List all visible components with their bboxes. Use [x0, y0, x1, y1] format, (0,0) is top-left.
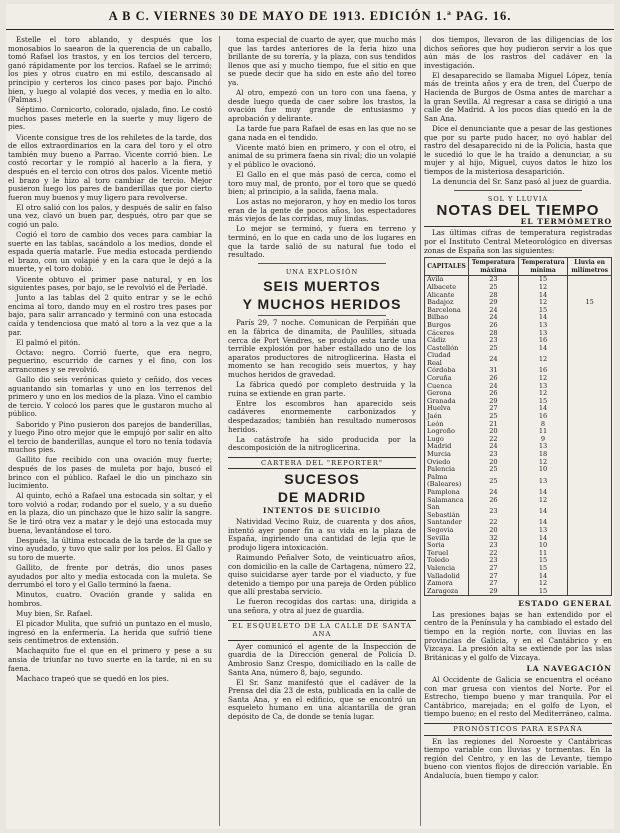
article-paragraph: Junto a las tablas del 2 quito entrar y se le echó encima al toro, dando muy en el rostro tres pases por bajo, para salir arrancado y terminó con una estocada caída y tendenciosa que mató al toro a la vez que a la par. [8, 293, 212, 337]
table-cell: 24 [469, 383, 519, 391]
table-cell: 31 [469, 367, 519, 375]
table-cell: Soria [425, 542, 469, 550]
newspaper-page [6, 4, 614, 829]
table-cell: Lugo [425, 436, 469, 444]
table-cell [568, 573, 612, 581]
table-cell: 16 [518, 367, 568, 375]
table-cell [568, 413, 612, 421]
sucesos-headline-1: SUCESOS [284, 471, 360, 488]
table-row [425, 527, 612, 535]
table-cell [568, 337, 612, 345]
table-cell: 29 [469, 398, 519, 406]
table-cell [568, 307, 612, 315]
table-cell: 14 [518, 504, 568, 519]
table-cell: Zaragoza [425, 588, 469, 596]
table-cell [568, 527, 612, 535]
article-paragraph: Entre los escombros han aparecido seis cadáveres enormemente carbonizados y despedazados; también han resultado numerosos heridos. [228, 398, 416, 434]
table-cell: 12 [518, 352, 568, 367]
table-cell: Cáceres [425, 330, 469, 338]
table-cell [568, 405, 612, 413]
table-row [425, 330, 612, 338]
table-cell [568, 443, 612, 451]
table-cell [568, 474, 612, 489]
table-cell: 23 [469, 337, 519, 345]
table-cell: Jaén [425, 413, 469, 421]
table-cell [568, 398, 612, 406]
sucesos-article [228, 518, 416, 616]
table-cell: 21 [469, 421, 519, 429]
table-cell: 9 [518, 436, 568, 444]
article-paragraph: Gallito fue recibido con una ovación muy fuerte; después de los pases de muleta por bajo, buscó el brinco con el público. Rafael le dio un pinchazo sin lucimiento. [8, 455, 212, 491]
article-paragraph: El picador Mulita, que sufrió un puntazo en el muslo, ingresó en la enfermería. La herida que sufrió tiene seis centímetros de extensión. [8, 619, 212, 646]
notas-kicker: SOL Y LLUVIA [487, 194, 549, 203]
article-paragraph: El Gallo en el que más pasó de cerca, como el toro muy mal, de pronto, por el toro que se quedó bien; al principio, a la salida, faena mala. [228, 169, 416, 197]
table-cell [568, 421, 612, 429]
table-cell: 24 [469, 314, 519, 322]
table-cell: 29 [469, 299, 519, 307]
table-row [425, 345, 612, 353]
table-cell: 25 [469, 466, 519, 474]
table-cell [568, 550, 612, 558]
article-paragraph: dos tiempos, llevaron de las diligencias de los dichos señores que hoy pudieron servir a los que aún más de los rastros del cadáver en la investigación. [424, 36, 612, 70]
table-cell: Castellón [425, 345, 469, 353]
article-paragraph: El palmó el pitón. [16, 337, 81, 347]
table-cell: Huelva [425, 405, 469, 413]
table-cell: 12 [518, 580, 568, 588]
section-separator [258, 315, 386, 316]
table-cell: 27 [469, 580, 519, 588]
column-divider [219, 36, 220, 826]
article-paragraph: Machaquito fue el que en el primero y pese a su ansia de triunfar no tuvo suerte en la tarde, ni en su faena. [8, 646, 212, 673]
table-cell: Badajoz [425, 299, 469, 307]
table-cell: León [425, 421, 469, 429]
navegacion-text: Al Occidente de Galicia se encuentra el océano con mar gruesa con vientos del Norte. Por el Estrecho, tiempo bueno y mar tranquila. Por el Cantábrico, marejada; en el golfo de Lyon, el tiempo bueno; en el resto del Mediterráneo, calma. [424, 675, 612, 719]
col2-top-text [228, 36, 416, 260]
table-cell: 15 [518, 588, 568, 596]
table-cell: 20 [469, 459, 519, 467]
navegacion-head: LA NAVEGACIÓN [526, 664, 612, 674]
article-paragraph: Muy bien, Sr. Rafael. [16, 609, 93, 618]
table-cell: 20 [469, 527, 519, 535]
table-cell: 25 [469, 345, 519, 353]
article-paragraph: Machaco trapeó que se quedó en los pies. [16, 673, 169, 683]
table-cell: Gerona [425, 390, 469, 398]
column-weather [424, 36, 612, 824]
explosion-article [228, 319, 416, 452]
table-cell: 23 [469, 504, 519, 519]
table-cell: 8 [518, 421, 568, 429]
article-paragraph: Le fueron recogidas dos cartas: una, dirigida a una señora, y otra al juez de guardia. [228, 597, 416, 615]
pronosticos-head: PRONÓSTICOS PARA ESPAÑA [424, 723, 612, 736]
table-cell: 10 [518, 466, 568, 474]
table-cell: 24 [469, 307, 519, 315]
table-cell [568, 489, 612, 497]
table-cell: 26 [469, 375, 519, 383]
table-cell: San Sebastián [425, 504, 469, 519]
table-cell [568, 314, 612, 322]
table-cell [568, 322, 612, 330]
estado-head: ESTADO GENERAL [518, 599, 612, 609]
table-cell: Murcia [425, 451, 469, 459]
table-cell: 23 [469, 451, 519, 459]
table-cell: 11 [518, 428, 568, 436]
table-cell: 22 [469, 550, 519, 558]
table-cell: 25 [469, 284, 519, 292]
temperature-table [424, 257, 612, 596]
table-cell: Salamanca [425, 497, 469, 505]
table-cell: Oviedo [425, 459, 469, 467]
table-cell: 12 [518, 284, 568, 292]
table-cell [568, 451, 612, 459]
explosion-headline-1: SEIS MUERTOS [263, 278, 381, 295]
table-row [425, 314, 612, 322]
article-paragraph: El Sr. Sanz manifestó que el cadáver de la Prensa del día 23 de esta, publicada en la calle de Santa Ana, y en el edificio, que se encontró un esqueleto humano en una alcantarilla de gran depósito de Ca, de donde se tenía lugar. [228, 677, 416, 721]
table-cell: Teruel [425, 550, 469, 558]
table-row [425, 352, 612, 367]
table-row [425, 466, 612, 474]
table-cell: 13 [518, 330, 568, 338]
article-paragraph: toma especial de cuarto de ayer, que mucho más que las tardes anteriores de la feria hizo una brillante de su torería, y la plaza, con sus tendidos llenos que así y mucho tiempo, fue el sitio en que se puede decir que ha sido en este año del toreo ya. [228, 36, 416, 87]
table-row [425, 443, 612, 451]
article-paragraph: La tarde fue para Rafael de esas en las que no se gana nada en el tendido. [228, 123, 416, 142]
table-row [425, 413, 612, 421]
table-cell: Palma (Baleares) [425, 474, 469, 489]
article-paragraph: Séptimo. Cornicorto, colorado, ojalado, fino. Le costó muchos pases meterle en la suerte y muy ligero de pies. [8, 105, 212, 132]
masthead-rule [6, 29, 614, 30]
table-cell: 14 [518, 345, 568, 353]
table-cell: Pamplona [425, 489, 469, 497]
table-row [425, 535, 612, 543]
table-cell [568, 535, 612, 543]
table-cell [568, 504, 612, 519]
table-cell: Logroño [425, 428, 469, 436]
table-cell: Valladolid [425, 573, 469, 581]
table-cell: 15 [568, 299, 612, 307]
article-paragraph: Raimundo Peñalver Soto, de veinticuatro años, con domicilio en la calle de Cartagena, número 22, quiso suicidarse ayer tarde por el viaducto, y fue detenido a tiempo por una pareja de Orden público que allí prestaba servicio. [228, 552, 416, 597]
table-cell [568, 375, 612, 383]
table-row [425, 375, 612, 383]
table-row [425, 588, 612, 596]
sucesos-kicker: CARTERA DEL "REPORTER" [228, 457, 416, 470]
article-paragraph: Vicente mató bien en primero, y con el otro, el animal de su primera faena sin rival; dio un volapié y el público le ovacionó. [228, 142, 416, 169]
table-cell [568, 276, 612, 284]
table-cell: 10 [518, 542, 568, 550]
table-header-cell: Temperatura máxima [469, 258, 519, 276]
table-row [425, 497, 612, 505]
sucesos-headline-2: DE MADRID [277, 489, 367, 506]
table-cell: 23 [469, 557, 519, 565]
column-news [228, 36, 416, 824]
table-cell [568, 580, 612, 588]
table-cell: 13 [518, 527, 568, 535]
table-cell: Bilbao [425, 314, 469, 322]
table-cell [568, 436, 612, 444]
table-cell: 18 [518, 451, 568, 459]
table-cell: Córdoba [425, 367, 469, 375]
table-cell [568, 352, 612, 367]
table-row [425, 428, 612, 436]
termometro-intro: Las últimas cifras de temperatura registradas por el Instituto Central Meteorológico en diversas zonas de España son las siguientes: [424, 228, 612, 255]
table-cell: Burgos [425, 322, 469, 330]
table-cell: Santander [425, 519, 469, 527]
col3-top-text [424, 36, 612, 187]
table-cell: Valencia [425, 565, 469, 573]
table-cell: 26 [469, 497, 519, 505]
page-masthead: A B C. VIERNES 30 DE MAYO DE 1913. EDICIÓN 1.ª PAG. 16. [108, 9, 512, 23]
article-paragraph: Minutos, cuatro. Ovación grande y salida en hombros. [8, 590, 212, 608]
table-cell: 28 [469, 292, 519, 300]
table-cell: 14 [518, 573, 568, 581]
table-cell: Sevilla [425, 535, 469, 543]
article-paragraph: La catástrofe ha sido producida por la descomposición de la nitroglicerina. [228, 434, 416, 453]
article-paragraph: El otro salió con los palos, y después de salir en falso una vez, clavó un buen par, después, otro par que se cogió un palo. [8, 202, 212, 229]
table-cell: 26 [469, 322, 519, 330]
article-paragraph: Dice el denunciante que a pesar de las gestiones que por su parte pudo hacer, no oyó hablar del rastro del desaparecido ni de la Policía, hasta que le sucedió lo que le ha traído a denunciar, a su mujer y al hijo, Miguel, cuyos datos le hizo los tiempos de la misteriosa desaparición. [424, 123, 612, 176]
table-cell: Toledo [425, 557, 469, 565]
table-cell: 24 [469, 489, 519, 497]
table-cell: 12 [518, 497, 568, 505]
table-row [425, 504, 612, 519]
table-cell: Albacete [425, 284, 469, 292]
table-cell: 12 [518, 459, 568, 467]
table-cell [568, 542, 612, 550]
section-separator [258, 263, 386, 264]
table-row [425, 474, 612, 489]
table-cell: Ciudad Real [425, 352, 469, 367]
table-cell: 25 [469, 474, 519, 489]
table-cell: 14 [518, 489, 568, 497]
table-cell: 16 [518, 337, 568, 345]
table-cell: Cádiz [425, 337, 469, 345]
table-row [425, 436, 612, 444]
table-cell: Cuenca [425, 383, 469, 391]
table-cell: 13 [518, 443, 568, 451]
article-paragraph: Estelle el toro ablando, y después que los monosabios lo saearon de la querencia de un caballo, tomó Rafael los trastos, y en los tercios del tercero, ganó rápidamente por los tercios. Rafael se le arrimó; los pies y otros cuatro en mi estilo, descansado al principio y certeros los cinco pases por bajo. Pinchó bien, y luego al volapié dos veces, y media en lo alto. (Palmas.) [8, 36, 212, 105]
table-cell: 15 [518, 398, 568, 406]
table-cell [568, 557, 612, 565]
column-divider [420, 36, 421, 826]
column-bullfight-report [8, 36, 212, 824]
esqueleto-article [228, 643, 416, 722]
article-paragraph: Cogió el toro de cambio dos veces para cambiar la suerte en las tablas, sacándolo a los medios, donde el espada quería matarle. Fue media estocada perdiendo el brazo, con un volapié y en la cara que le dejó a la muerte, y el toro dobló. [8, 230, 212, 274]
article-paragraph: Al otro, empezó con un toro con una faena, y desde luego queda de caer sobre los trastos, la ovación fue muy grande de entusiasmo y aprobación y delirante. [228, 88, 416, 123]
table-cell: 29 [469, 588, 519, 596]
table-header-cell: CAPITALES [425, 258, 469, 276]
explosion-headline-2: Y MUCHOS HERIDOS [242, 296, 402, 313]
table-cell: 14 [518, 535, 568, 543]
pronosticos-text: En las regiones del Noroeste y Cantábricas tiempo variable con lluvias y tormentas. En la región del Centro, y en las de Levante, tiempo bueno con vientos flojos de dirección variable. En Andalucía, buen tiempo y calor. [424, 736, 612, 780]
article-paragraph: Saborido y Pino pusieron dos parejos de banderillas, y luego Pino otro mejor que le empujó por salir en alto el tercio de banderillas, aunque el toro no tenía todavía muchos pies. [8, 419, 212, 455]
table-cell: 11 [518, 550, 568, 558]
table-row [425, 542, 612, 550]
table-cell [568, 466, 612, 474]
table-cell: 22 [469, 519, 519, 527]
table-cell [568, 588, 612, 596]
table-cell: 14 [518, 519, 568, 527]
table-cell: Alicante [425, 292, 469, 300]
table-cell: 14 [518, 292, 568, 300]
table-cell [568, 459, 612, 467]
table-cell: 24 [469, 443, 519, 451]
table-cell [568, 284, 612, 292]
table-cell: 15 [518, 307, 568, 315]
table-cell: 27 [469, 565, 519, 573]
article-paragraph: La fábrica quedó por completo destruida y la ruina se extiende en gran parte. [228, 380, 416, 398]
table-row [425, 451, 612, 459]
article-paragraph: Gallo dio seis verónicas quieto y ceñido, dos veces aguantando sin tomarlas y uno en los terrenos del primero y uno en los medios de la plaza. Vino el cambio de tercio. Y colocó los pares que le gustaron mucho al público. [8, 375, 212, 419]
article-paragraph: Vicente consigue tres de los rehiletes de la tarde, dos de ellos extraordinarios en la cara del toro y el otro también muy bueno a Parrao. Vicente corrió bien. Le costó recortar y le rompió al hacerlo a la fiera, y después en el tercio con otros dos palos. Vicente metió el brazo y le hizo al toro cambiar de tercio. Mejor pusieron luego los pares de banderillas que por cierto fueron muy buenos y muy ligero para revolverse. [8, 132, 212, 202]
explosion-kicker: UNA EXPLOSIÓN [285, 267, 359, 276]
table-row [425, 405, 612, 413]
article-paragraph: Al quinto, echó a Rafael una estocada sin soltar, y el toro volvió a rodar, rodando por el suelo, y a su dueño en la plaza, dio un pinchazo que le hizo salir la sangre. Se le tiró otra vez a matar y le dejó una estocada muy buena, levantándose el toro. [8, 491, 212, 535]
article-paragraph: Los astas no mejoraron, y hoy en medio los toros eran de la gente de pocos años, los espectadores más viejos de las corridas, muy lindas. [228, 197, 416, 224]
table-cell: 12 [518, 375, 568, 383]
article-paragraph: Después, la última estocada de la tarde de la que se vino ayudado, y tuvo que salir por los pelos. El Gallo y su toro de muerte. [8, 535, 212, 562]
table-header-cell: Temperatura mínima [518, 258, 568, 276]
estado-text: Las presiones bajas se han extendido por el centro de la Península y ha cambiado el estado del tiempo en la región norte, con lluvias en las provincias de Galicia, y en el Cantábrico y en Vizcaya. La presión alta se extiende por las islas Británicas y el golfo de Vizcaya. [424, 609, 612, 662]
table-cell: Granada [425, 398, 469, 406]
table-cell: 26 [469, 390, 519, 398]
article-paragraph: París 29, 7 noche. Comunican de Perpiñán que en la fábrica de dinamita, de Paulilles, situada cerca de Port Vendres, se produjo esta tarde una terrible explosión por haber estallado uno de los aparatos productores de nitroglicerina. Hasta el momento se han recogido seis muertos, y hay muchos heridos de gravedad. [228, 318, 416, 379]
table-cell: 15 [518, 557, 568, 565]
termometro-head: EL TERMÓMETRO [424, 218, 612, 228]
table-cell: 23 [469, 276, 519, 284]
table-cell [568, 497, 612, 505]
table-cell: 14 [518, 314, 568, 322]
article-paragraph: Lo mejor se terminó, y fuera en terreno y terminó, en lo que en cada uno de los lugares en que la tarde salió de su natural fue todo el resultado. [228, 224, 416, 260]
table-cell: 13 [518, 322, 568, 330]
article-paragraph: Gallito, de frente por detrás, dio unos pases ayudados por alto y media estocada con la muleta. Se derrumbó el toro y el Gallo terminó la faena. [8, 563, 212, 590]
table-row [425, 307, 612, 315]
table-cell: 22 [469, 436, 519, 444]
table-cell: 25 [469, 413, 519, 421]
table-cell: 32 [469, 535, 519, 543]
table-cell: Coruña [425, 375, 469, 383]
article-paragraph: Vicente obtuvo el primer pase natural, y en los siguientes pases, por bajo, se le revolvió el de Perladé. [8, 274, 212, 293]
table-cell: 12 [518, 299, 568, 307]
article-paragraph: La denuncia del Sr. Sanz pasó al juez de guardia. [432, 177, 612, 186]
table-cell [568, 367, 612, 375]
article-paragraph: El desaparecido se llamaba Miguel López, tenía más de treinta años y era de tren, del Cuerpo de Hacienda de Burgos de Osma antes de marchar a la gran Sevilla. Al regresar a casa se dirigió a una calle de Madrid. A los pocos días quedó en la de San Ana. [424, 70, 612, 123]
table-header-cell: Lluvia en milímetros [568, 258, 612, 276]
article-paragraph: Octavo: negro. Corrió fuerte, que era negro, peguerino, escurrido de carnes y el fino, con los arrancones y se revolvió. [8, 347, 212, 374]
table-cell [568, 519, 612, 527]
table-cell: 20 [469, 428, 519, 436]
table-cell: Barcelona [425, 307, 469, 315]
table-row [425, 367, 612, 375]
section-separator [454, 190, 582, 191]
table-cell [568, 345, 612, 353]
table-cell: 13 [518, 474, 568, 489]
table-cell: Madrid [425, 443, 469, 451]
table-cell: 24 [469, 352, 519, 367]
table-cell [568, 428, 612, 436]
sucesos-subhead: INTENTOS DE SUICIDIO [263, 506, 381, 516]
table-cell: 27 [469, 405, 519, 413]
article-paragraph: Ayer comunicó el agente de la Inspección de guardia de la Dirección general de Policía D. Ambrosio Sanz Crespo, domiciliado en la calle de Santa Ana, número 8, bajo, segundo. [228, 641, 416, 677]
table-cell [568, 390, 612, 398]
table-cell: Zamora [425, 580, 469, 588]
table-cell: 15 [518, 565, 568, 573]
table-row [425, 550, 612, 558]
table-cell [568, 330, 612, 338]
table-cell [568, 565, 612, 573]
table-cell [568, 383, 612, 391]
table-row [425, 383, 612, 391]
esqueleto-subhead: EL ESQUELETO DE LA CALLE DE SANTA ANA [228, 620, 416, 641]
notas-headline: NOTAS DEL TIEMPO [436, 202, 600, 220]
table-cell: Palencia [425, 466, 469, 474]
table-cell: 28 [469, 330, 519, 338]
table-cell: 12 [518, 390, 568, 398]
table-cell: 14 [518, 405, 568, 413]
table-cell: 27 [469, 573, 519, 581]
table-cell: 15 [518, 276, 568, 284]
table-cell: Segovia [425, 527, 469, 535]
table-cell: Ávila [425, 276, 469, 284]
table-cell: 13 [518, 383, 568, 391]
table-cell: 16 [518, 413, 568, 421]
table-cell: 23 [469, 542, 519, 550]
table-row [425, 398, 612, 406]
article-paragraph: Natividad Vecino Ruiz, de cuarenta y dos años, intentó ayer poner fin a su vida en la plaza de España, ingiriendo una cantidad de lejía que le produjo ligera intoxicación. [228, 517, 416, 552]
